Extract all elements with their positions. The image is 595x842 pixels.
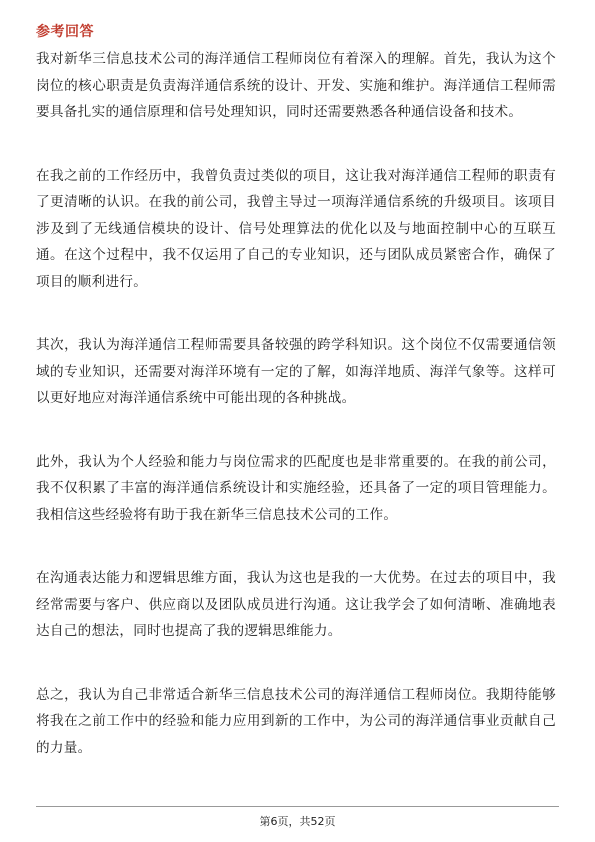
footer-divider — [36, 806, 559, 807]
paragraph-4: 此外，我认为个人经验和能力与岗位需求的匹配度也是非常重要的。在我的前公司，我不仅积累了丰富的海洋通信系统设计和实施经验，还具备了一定的项目管理能力。我相信这些经验将有助于我在新华三信息技术公司的工作。 — [36, 453, 556, 523]
paragraph-3: 其次，我认为海洋通信工程师需要具备较强的跨学科知识。这个岗位不仅需要通信领域的专业知识，还需要对海洋环境有一定的了解，如海洋地质、海洋气象等。这样可以更好地应对海洋通信系统中可能出现的各种挑战。 — [36, 337, 556, 406]
paragraph-2: 在我之前的工作经历中，我曾负责过类似的项目，这让我对海洋通信工程师的职责有了更清晰的认识。在我的前公司，我曾主导过一项海洋通信系统的升级项目。该项目涉及到了无线通信模块的设计、信号处理算法的优化以及与地面控制中心的互联互通。在这个过程中，我不仅运用了自己的专业知识，还与团队成员紧密合作，确保了项目的顺利进行。 — [36, 167, 556, 290]
page-number: 第6页，共52页 — [259, 815, 336, 828]
answer-heading: 参考回答 — [36, 24, 94, 40]
paragraph-6: 总之，我认为自己非常适合新华三信息技术公司的海洋通信工程师岗位。我期待能够将我在之前工作中的经验和能力应用到新的工作中，为公司的海洋通信事业贡献自己的力量。 — [36, 686, 556, 756]
answer-body — [36, 46, 556, 798]
paragraph-5: 在沟通表达能力和逻辑思维方面，我认为这也是我的一大优势。在过去的项目中，我经常需要与客户、供应商以及团队成员进行沟通。这让我学会了如何清晰、准确地表达自己的想法，同时也提高了我的逻辑思维能力。 — [36, 570, 556, 639]
paragraph-1: 我对新华三信息技术公司的海洋通信工程师岗位有着深入的理解。首先，我认为这个岗位的核心职责是负责海洋通信系统的设计、开发、实施和维护。海洋通信工程师需要具备扎实的通信原理和信号处理知识，同时还需要熟悉各种通信设备和技术。 — [36, 51, 556, 120]
